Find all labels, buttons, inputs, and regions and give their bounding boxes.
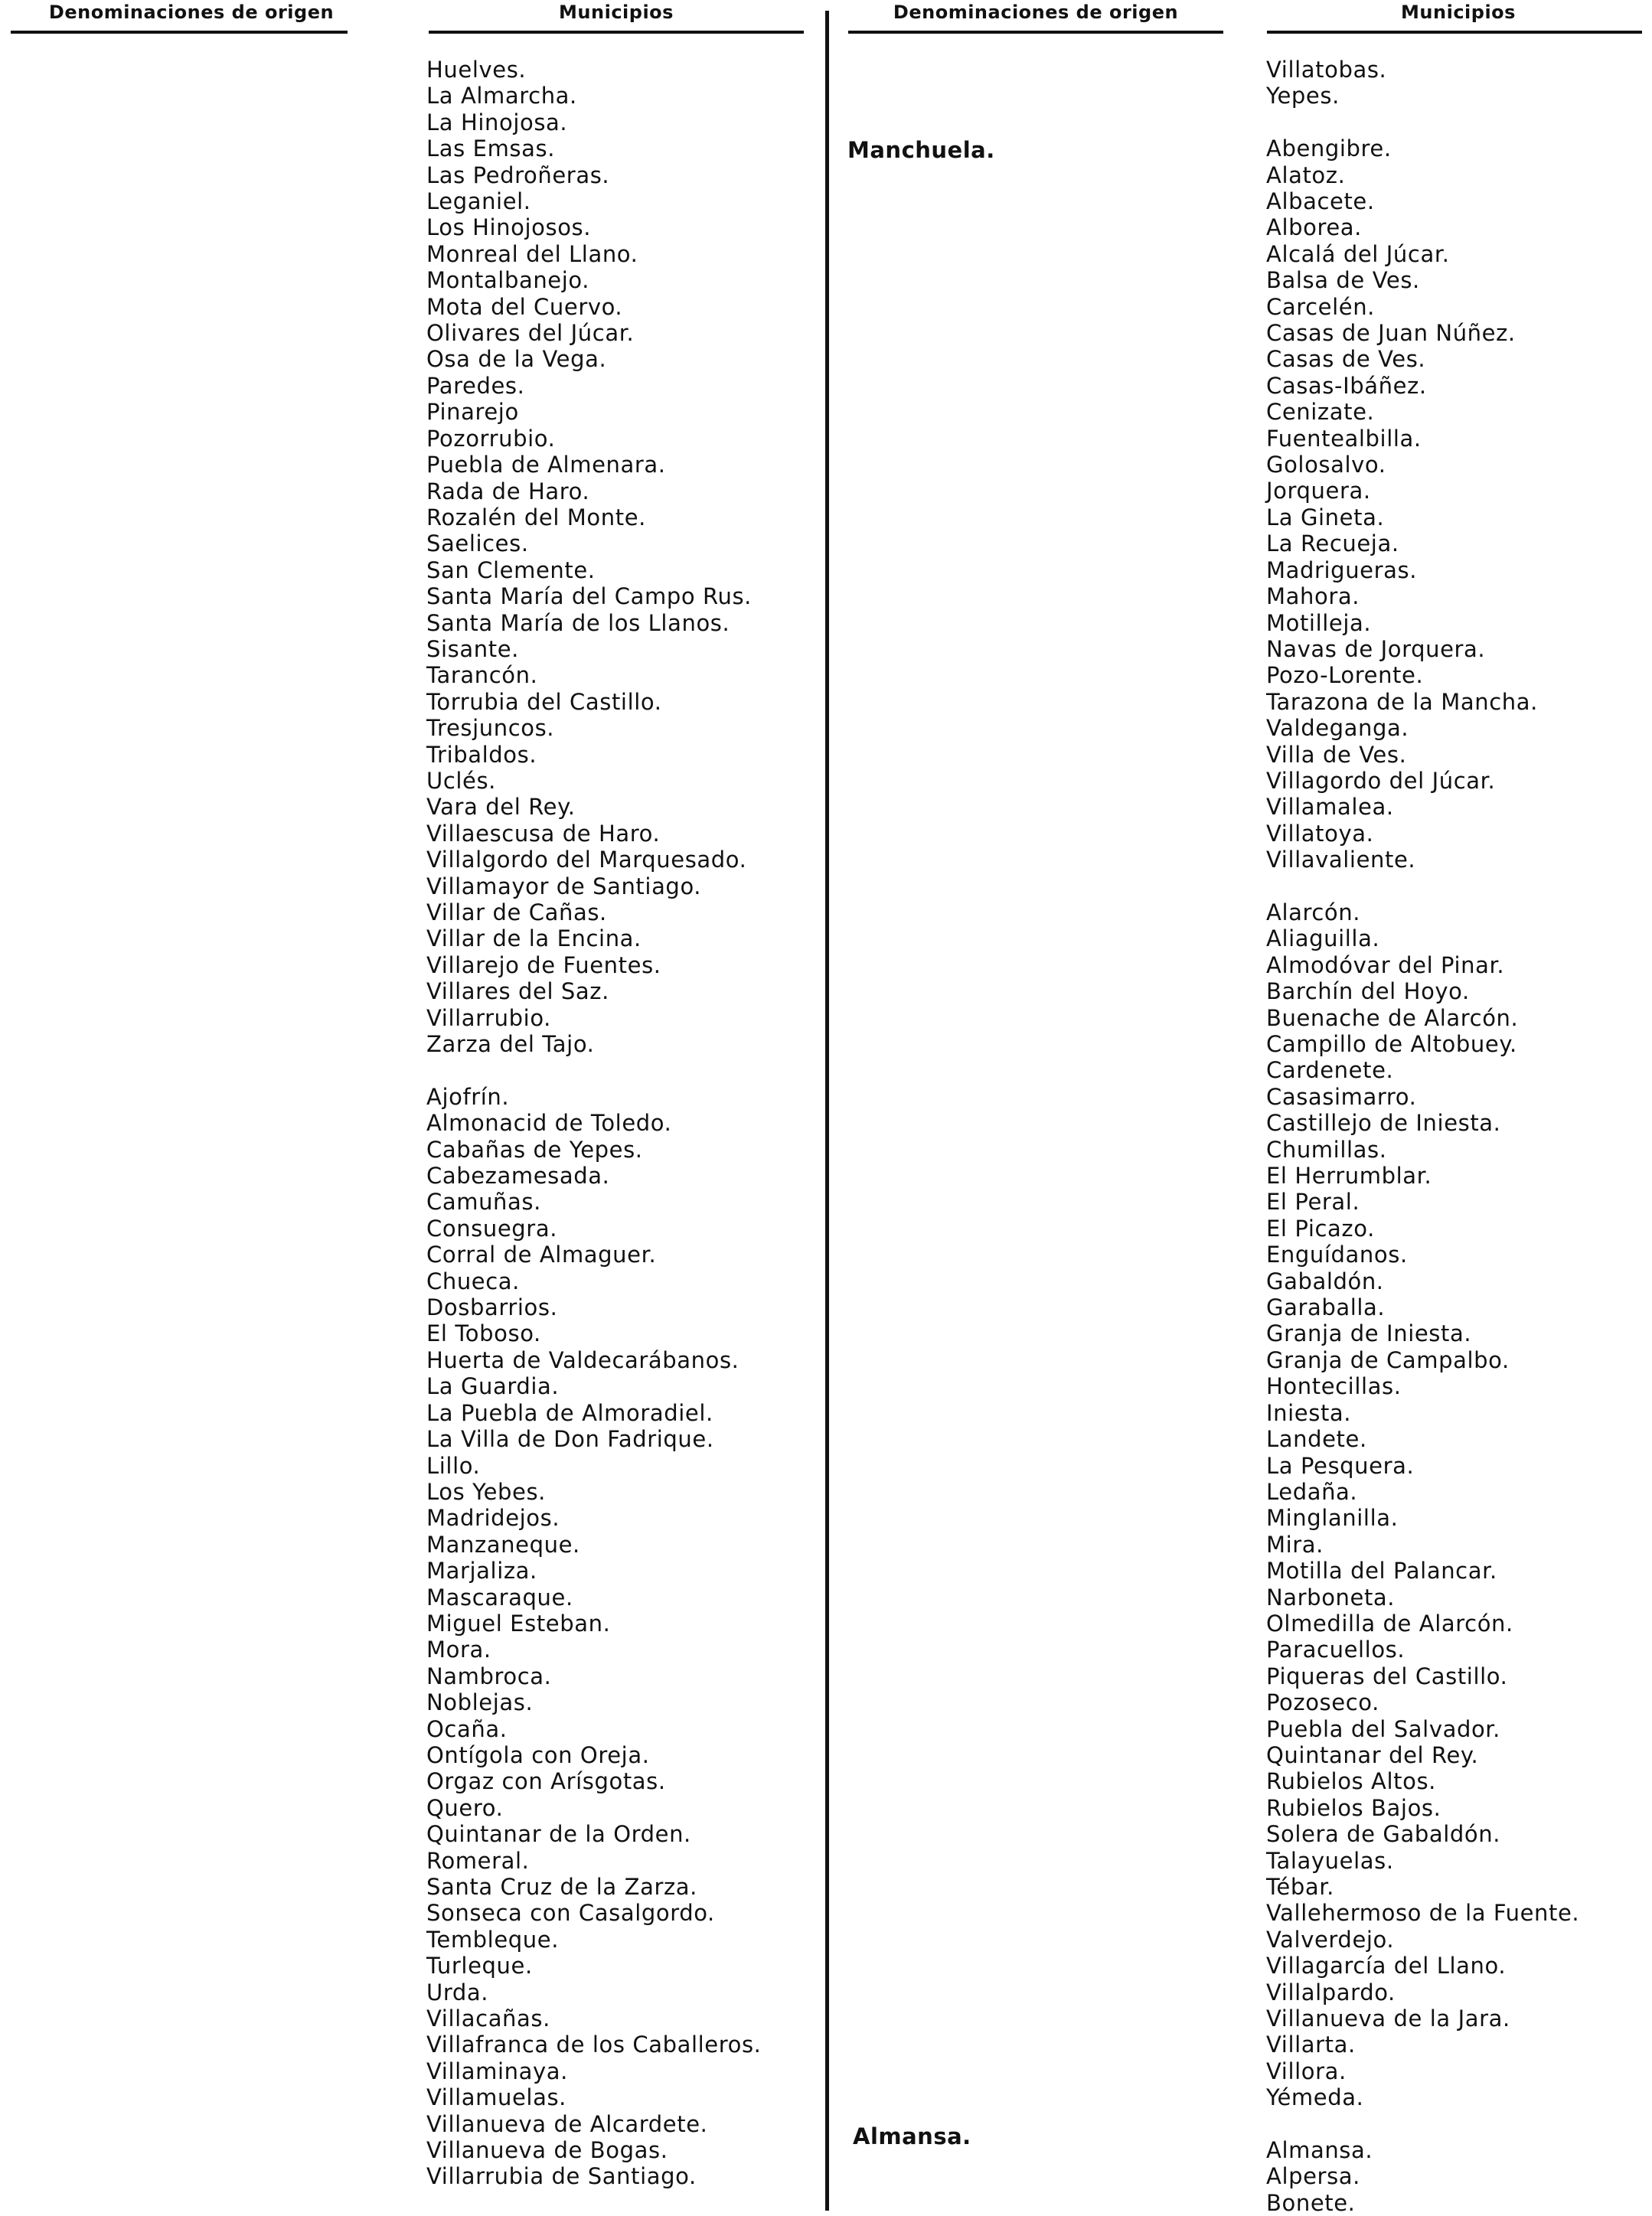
municipio-item: Corral de Almaguer.	[426, 1242, 657, 1268]
column-divider	[825, 11, 829, 2211]
municipio-item: La Pesquera.	[1266, 1452, 1415, 1479]
municipio-item: Fuentealbilla.	[1266, 425, 1422, 452]
municipio-item: Cabezamesada.	[426, 1163, 610, 1190]
header-municipios-left: Municipios	[559, 2, 674, 23]
municipio-item: Zarza del Tajo.	[426, 1031, 595, 1058]
municipio-item: Villalgordo del Marquesado.	[426, 847, 747, 873]
municipio-item: Villafranca de los Caballeros.	[426, 2032, 762, 2058]
municipio-item: Casas de Juan Núñez.	[1266, 320, 1516, 347]
municipio-item: Vara del Rey.	[426, 794, 576, 821]
municipio-item: Pinarejo	[426, 399, 519, 426]
municipio-item: Santa María de los Llanos.	[426, 609, 730, 636]
municipio-item: Villarrubia de Santiago.	[426, 2163, 697, 2190]
municipio-item: Talayuelas.	[1266, 1847, 1394, 1874]
municipio-item: Puebla de Almenara.	[426, 452, 666, 478]
municipio-item: Campillo de Altobuey.	[1266, 1031, 1517, 1057]
municipio-item: Yepes.	[1266, 83, 1340, 109]
municipio-item: Ocaña.	[426, 1715, 508, 1742]
municipio-item: Monreal del Llano.	[426, 240, 638, 267]
municipio-item: La Gineta.	[1266, 504, 1385, 530]
municipio-item: San Clemente.	[426, 556, 596, 583]
municipio-item: La Puebla de Almoradiel.	[426, 1399, 713, 1426]
municipio-item: Alborea.	[1266, 214, 1362, 241]
municipio-item: Landete.	[1266, 1426, 1367, 1453]
municipio-item: Carcelén.	[1266, 293, 1375, 320]
municipio-item: Camuñas.	[426, 1189, 541, 1216]
municipio-item: Navas de Jorquera.	[1266, 635, 1486, 662]
municipio-item: Saelices.	[426, 530, 529, 557]
municipio-item: Villagordo del Júcar.	[1266, 767, 1496, 794]
municipio-item: Tébar.	[1266, 1874, 1334, 1900]
municipio-item: Consuegra.	[426, 1215, 558, 1242]
list-spacer	[1266, 873, 1579, 899]
header-rule-denominaciones-left	[11, 31, 348, 34]
municipio-item: Valverdejo.	[1266, 1926, 1395, 1953]
municipio-item: Villatoya.	[1266, 820, 1374, 847]
municipio-item: Bonete.	[1266, 2189, 1356, 2216]
municipio-item: Nambroca.	[426, 1663, 552, 1689]
municipio-item: Dosbarrios.	[426, 1294, 558, 1321]
municipio-item: Osa de la Vega.	[426, 346, 607, 373]
denominacion-manchuela: Manchuela.	[847, 137, 995, 163]
municipio-item: La Hinojosa.	[426, 109, 568, 135]
municipio-item: Romeral.	[426, 1847, 530, 1874]
municipio-item: Villa de Ves.	[1266, 741, 1407, 768]
municipio-item: Vallehermoso de la Fuente.	[1266, 1900, 1580, 1927]
municipio-item: Balsa de Ves.	[1266, 267, 1420, 294]
municipio-item: El Herrumblar.	[1266, 1163, 1432, 1190]
municipio-item: Puebla del Salvador.	[1266, 1715, 1500, 1742]
municipio-item: Quintanar del Rey.	[1266, 1741, 1479, 1768]
municipio-item: La Recueja.	[1266, 530, 1399, 557]
municipio-item: Pozoseco.	[1266, 1689, 1379, 1716]
municipio-item: Tarazona de la Mancha.	[1266, 688, 1538, 715]
municipio-item: Garaballa.	[1266, 1294, 1386, 1321]
municipio-item: Villora.	[1266, 2058, 1347, 2084]
municipio-item: Madrigueras.	[1266, 556, 1418, 583]
municipio-item: Yémeda.	[1266, 2084, 1364, 2111]
municipio-item: Villar de la Encina.	[426, 925, 642, 952]
municipio-item: Solera de Gabaldón.	[1266, 1821, 1501, 1848]
municipio-item: Turleque.	[426, 1953, 533, 1979]
municipio-item: Villatobas.	[1266, 57, 1387, 83]
municipio-item: Mira.	[1266, 1531, 1324, 1558]
municipio-item: Minglanilla.	[1266, 1505, 1399, 1532]
municipio-item: Motilleja.	[1266, 609, 1372, 636]
municipio-item: Rada de Haro.	[426, 478, 590, 504]
municipio-item: Cabañas de Yepes.	[426, 1136, 643, 1163]
municipio-item: Las Emsas.	[426, 135, 556, 162]
municipio-item: Villacañas.	[426, 2005, 550, 2032]
municipio-item: Abengibre.	[1266, 135, 1392, 162]
municipio-item: Mascaraque.	[426, 1584, 573, 1611]
municipio-item: Iniesta.	[1266, 1399, 1352, 1426]
municipio-item: Olivares del Júcar.	[426, 320, 635, 347]
municipio-item: Rubielos Altos.	[1266, 1768, 1436, 1795]
municipio-item: Huelves.	[426, 57, 527, 83]
municipio-item: Leganiel.	[426, 188, 531, 215]
municipio-item: Villavaliente.	[1266, 847, 1416, 873]
municipio-item: Cardenete.	[1266, 1057, 1394, 1084]
municipio-item: Manzaneque.	[426, 1531, 580, 1558]
municipio-item: Orgaz con Arísgotas.	[426, 1768, 666, 1795]
municipio-item: Casasimarro.	[1266, 1083, 1417, 1110]
municipio-item: Lillo.	[426, 1452, 481, 1479]
municipio-item: Noblejas.	[426, 1689, 534, 1716]
municipio-item: Mota del Cuervo.	[426, 293, 623, 320]
municipios-list-left	[426, 57, 761, 2190]
municipio-item: Castillejo de Iniesta.	[1266, 1110, 1501, 1137]
header-denominaciones-left: Denominaciones de origen	[48, 2, 335, 23]
municipio-item: Villanueva de Alcardete.	[426, 2110, 708, 2137]
municipio-item: Narboneta.	[1266, 1584, 1396, 1611]
municipio-item: La Villa de Don Fadrique.	[426, 1426, 714, 1453]
header-municipios-right: Municipios	[1401, 2, 1516, 23]
municipio-item: Villalpardo.	[1266, 1979, 1396, 2005]
municipio-item: Alarcón.	[1266, 899, 1361, 925]
municipio-item: Hontecillas.	[1266, 1373, 1402, 1400]
municipio-item: Villamalea.	[1266, 794, 1394, 821]
municipio-item: Cenizate.	[1266, 399, 1375, 426]
municipio-item: Miguel Esteban.	[426, 1610, 611, 1637]
municipio-item: Rubielos Bajos.	[1266, 1794, 1441, 1821]
municipio-item: Granja de Campalbo.	[1266, 1346, 1510, 1373]
municipio-item: Almansa.	[1266, 2137, 1373, 2164]
municipio-item: Los Yebes.	[426, 1478, 546, 1505]
municipio-item: Villamuelas.	[426, 2084, 566, 2111]
municipio-item: Huerta de Valdecarábanos.	[426, 1346, 739, 1373]
municipio-item: Tarancón.	[426, 662, 538, 689]
municipio-item: Buenache de Alarcón.	[1266, 1004, 1519, 1031]
header-rule-denominaciones-right	[848, 31, 1223, 34]
municipio-item: Mahora.	[1266, 583, 1360, 610]
denominacion-almansa: Almansa.	[853, 2123, 971, 2149]
municipio-item: Villarta.	[1266, 2032, 1356, 2058]
municipio-item: Uclés.	[426, 767, 496, 794]
municipio-item: Quintanar de la Orden.	[426, 1821, 691, 1848]
municipio-item: Chumillas.	[1266, 1136, 1387, 1163]
municipio-item: Tresjuncos.	[426, 715, 555, 742]
municipio-item: Las Pedroñeras.	[426, 162, 610, 188]
municipio-item: Sonseca con Casalgordo.	[426, 1900, 715, 1927]
municipio-item: Gabaldón.	[1266, 1268, 1384, 1294]
municipio-item: Villanueva de Bogas.	[426, 2137, 668, 2164]
municipio-item: El Picazo.	[1266, 1215, 1375, 1242]
municipio-item: Alatoz.	[1266, 162, 1346, 188]
municipio-item: Ajofrín.	[426, 1083, 510, 1110]
municipio-item: Piqueras del Castillo.	[1266, 1663, 1508, 1689]
municipio-item: Albacete.	[1266, 188, 1375, 215]
municipio-item: Granja de Iniesta.	[1266, 1320, 1472, 1347]
municipio-item: Villarrubio.	[426, 1004, 551, 1031]
municipio-item: Tembleque.	[426, 1926, 560, 1953]
municipio-item: Alpersa.	[1266, 2163, 1360, 2190]
list-spacer	[426, 1057, 761, 1083]
municipio-item: Torrubia del Castillo.	[426, 688, 662, 715]
municipio-item: Alcalá del Júcar.	[1266, 240, 1450, 267]
municipio-item: Urda.	[426, 1979, 489, 2005]
municipio-item: Ontígola con Oreja.	[426, 1741, 650, 1768]
municipio-item: El Peral.	[1266, 1189, 1360, 1216]
municipio-item: Santa Cruz de la Zarza.	[426, 1874, 697, 1901]
municipio-item: Almodóvar del Pinar.	[1266, 951, 1505, 978]
header-denominaciones-right: Denominaciones de origen	[893, 2, 1179, 23]
municipio-item: Marjaliza.	[426, 1558, 537, 1584]
municipio-item: La Almarcha.	[426, 83, 577, 109]
municipio-item: Olmedilla de Alarcón.	[1266, 1610, 1513, 1637]
municipio-item: Paracuellos.	[1266, 1637, 1406, 1663]
municipio-item: Mora.	[426, 1637, 491, 1663]
municipio-item: Sisante.	[426, 635, 519, 662]
municipio-item: Villaminaya.	[426, 2058, 568, 2084]
municipio-item: Santa María del Campo Rus.	[426, 583, 752, 610]
list-spacer	[1266, 2111, 1579, 2137]
municipio-item: La Guardia.	[426, 1373, 560, 1400]
municipio-item: Villar de Cañas.	[426, 899, 607, 925]
municipio-item: Ledaña.	[1266, 1478, 1358, 1505]
municipio-item: Villarejo de Fuentes.	[426, 951, 661, 978]
municipio-item: Villagarcía del Llano.	[1266, 1953, 1507, 1979]
municipio-item: Villares del Saz.	[426, 978, 609, 1005]
municipio-item: Villanueva de la Jara.	[1266, 2005, 1510, 2032]
header-rule-municipios-left	[429, 31, 804, 34]
municipio-item: Paredes.	[426, 372, 525, 399]
municipios-list-right	[1266, 57, 1579, 2216]
municipio-item: Casas de Ves.	[1266, 346, 1426, 373]
municipio-item: Pozo-Lorente.	[1266, 662, 1424, 689]
header-rule-municipios-right	[1267, 31, 1642, 34]
municipio-item: Almonacid de Toledo.	[426, 1110, 672, 1137]
list-spacer	[1266, 109, 1579, 135]
municipio-item: Villamayor de Santiago.	[426, 873, 702, 899]
municipio-item: Madridejos.	[426, 1505, 560, 1532]
municipio-item: Montalbanejo.	[426, 267, 590, 294]
municipio-item: Chueca.	[426, 1268, 520, 1294]
municipio-item: Aliaguilla.	[1266, 925, 1380, 952]
municipio-item: Jorquera.	[1266, 478, 1371, 504]
municipio-item: Motilla del Palancar.	[1266, 1558, 1497, 1584]
municipio-item: Los Hinojosos.	[426, 214, 592, 241]
municipio-item: Casas-Ibáñez.	[1266, 372, 1427, 399]
municipio-item: Barchín del Hoyo.	[1266, 978, 1470, 1005]
municipio-item: Quero.	[426, 1794, 504, 1821]
municipio-item: Tribaldos.	[426, 741, 537, 768]
municipio-item: Rozalén del Monte.	[426, 504, 646, 530]
municipio-item: El Toboso.	[426, 1320, 541, 1347]
municipio-item: Pozorrubio.	[426, 425, 556, 452]
municipio-item: Enguídanos.	[1266, 1242, 1408, 1268]
municipio-item: Villaescusa de Haro.	[426, 820, 661, 847]
municipio-item: Valdeganga.	[1266, 715, 1409, 742]
municipio-item: Golosalvo.	[1266, 452, 1386, 478]
